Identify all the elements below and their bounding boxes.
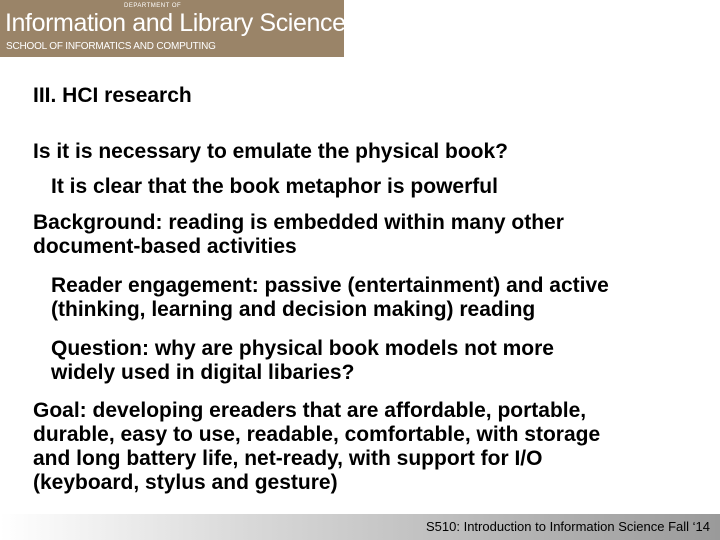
background-line-1: Background: reading is embedded within many other (33, 211, 564, 234)
department-logo-banner (0, 0, 344, 57)
engagement-line-1: Reader engagement: passive (entertainment) and active (51, 274, 609, 297)
section-title: III. HCI research (33, 84, 192, 107)
main-question-subpoint: It is clear that the book metaphor is powerful (51, 175, 498, 198)
background-line-2: document-based activities (33, 235, 297, 258)
department-name: Information and Library Science (5, 9, 346, 37)
question-subpoint (51, 337, 554, 385)
engagement-line-2: (thinking, learning and decision making) reading (51, 298, 536, 321)
goal-point (33, 399, 600, 495)
goal-line-4: (keyboard, stylus and gesture) (33, 471, 338, 494)
course-label: S510: Introduction to Information Science Fall ‘14 (426, 519, 710, 534)
footer-bar (0, 514, 720, 540)
goal-line-3: and long battery life, net-ready, with support for I/O (33, 447, 543, 470)
school-name: SCHOOL OF INFORMATICS AND COMPUTING (6, 41, 216, 52)
question2-line-2: widely used in digital libaries? (51, 361, 355, 384)
department-of-label: DEPARTMENT OF (124, 3, 182, 9)
question2-line-1: Question: why are physical book models not more (51, 337, 554, 360)
goal-line-1: Goal: developing ereaders that are affordable, portable, (33, 399, 587, 422)
reader-engagement-subpoint (51, 274, 609, 322)
background-point (33, 211, 564, 259)
main-question: Is it is necessary to emulate the physical book? (33, 140, 509, 163)
goal-line-2: durable, easy to use, readable, comfortable, with storage (33, 423, 601, 446)
